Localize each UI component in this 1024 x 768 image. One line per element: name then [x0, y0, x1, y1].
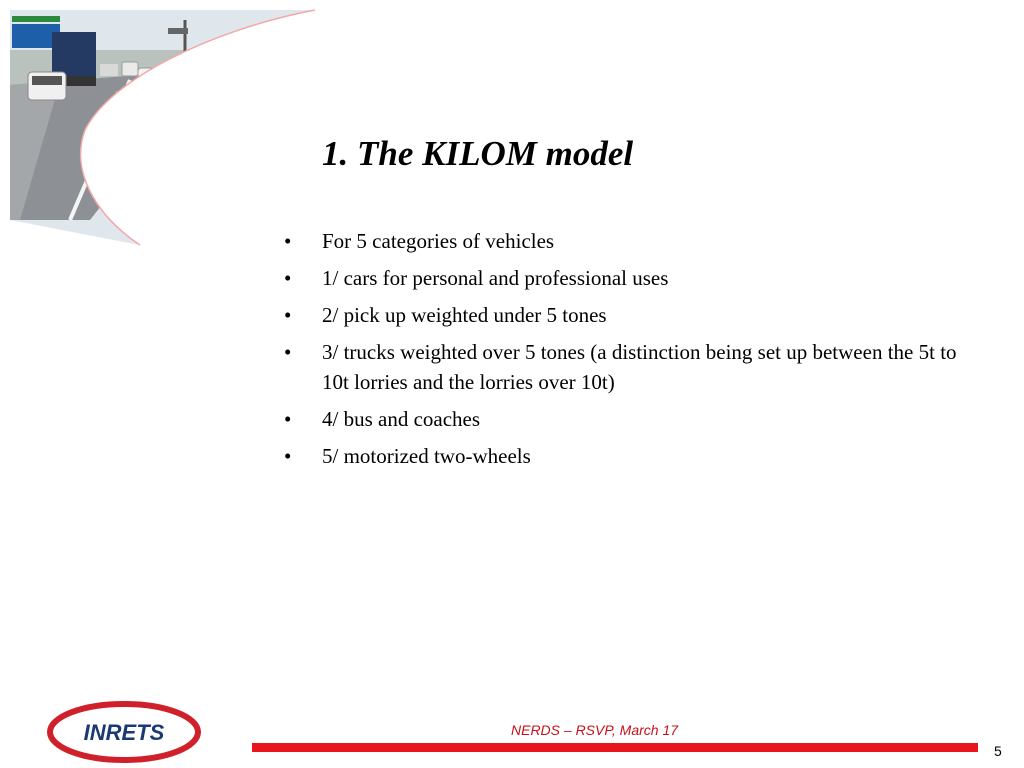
bullet-text: For 5 categories of vehicles [322, 229, 555, 253]
inrets-logo [46, 698, 202, 766]
bullet-item [280, 300, 980, 330]
bullet-list [280, 226, 980, 478]
bullet-text: 1/ cars for personal and professional uses [322, 266, 669, 290]
bullet-marker: • [284, 303, 292, 327]
footer-bar [252, 743, 978, 752]
bullet-item [280, 441, 980, 471]
footer-caption: NERDS – RSVP, March 17 [511, 722, 679, 738]
bullet-text: 3/ trucks weighted over 5 tones (a distinction being set up between the 5t to 10t lorries and the lorries over 10t) [322, 340, 957, 394]
bullet-item [280, 404, 980, 434]
bullet-item [280, 263, 980, 293]
bullet-marker: • [284, 266, 292, 290]
bullet-text: 2/ pick up weighted under 5 tones [322, 303, 607, 327]
bullet-marker: • [284, 340, 292, 364]
bullet-text: 5/ motorized two-wheels [322, 444, 531, 468]
bullet-marker: • [284, 407, 292, 431]
bullet-item [280, 226, 980, 256]
bullet-item [280, 337, 980, 397]
bullet-marker: • [284, 444, 292, 468]
bullet-marker: • [284, 229, 292, 253]
bullet-text: 4/ bus and coaches [322, 407, 481, 431]
logo-text: INRETS [83, 720, 165, 745]
page-number: 5 [994, 743, 1002, 759]
slide-title: 1. The KILOM model [322, 134, 634, 173]
highway-photo [0, 0, 330, 250]
